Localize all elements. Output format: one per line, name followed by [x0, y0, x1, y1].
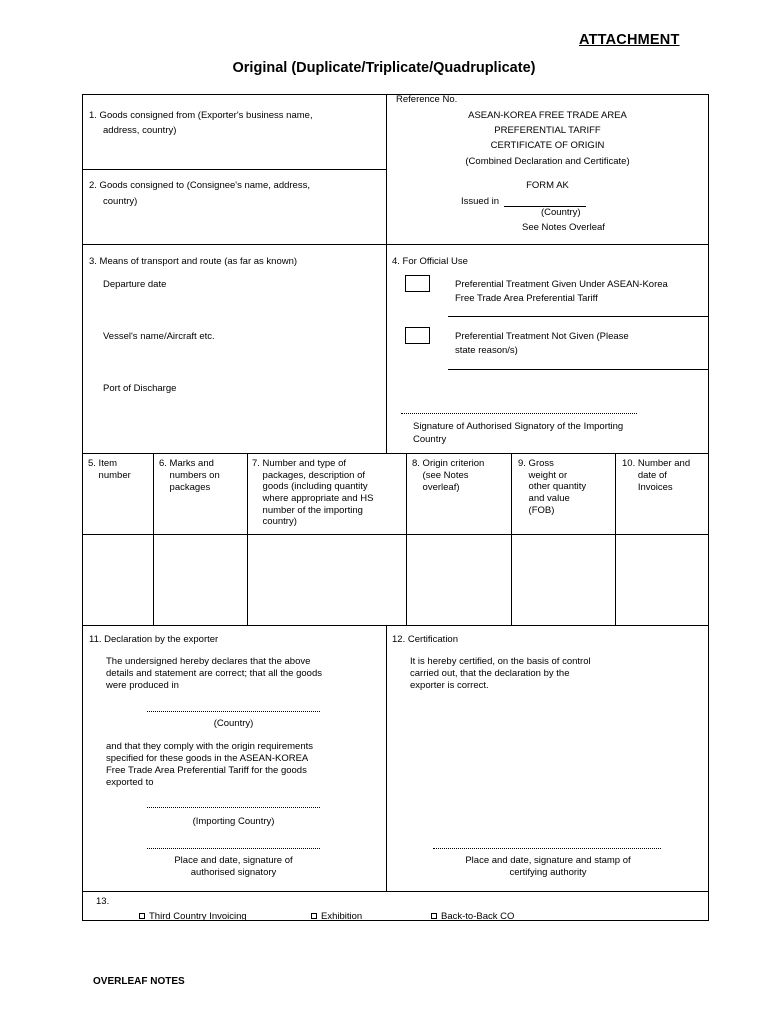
country-line — [147, 711, 320, 712]
exporter-signature-line — [147, 848, 320, 849]
box3-title: 3. Means of transport and route (as far as known) — [89, 256, 298, 267]
divider — [511, 453, 512, 625]
col10-header-cont: date of — [622, 470, 667, 481]
divider — [83, 534, 708, 535]
col10-header-cont: Invoices — [622, 482, 673, 493]
treatment-given-label: Preferential Treatment Given Under ASEAN-Korea — [455, 279, 668, 290]
declaration-text: Free Trade Area Preferential Tariff for the goods — [106, 765, 307, 776]
certificate-heading: CERTIFICATE OF ORIGIN — [490, 140, 605, 151]
col9-header-cont: other quantity — [518, 481, 587, 492]
certification-text: It is hereby certified, on the basis of control — [410, 656, 591, 667]
fta-heading: ASEAN-KOREA FREE TRADE AREA — [468, 110, 627, 121]
col5-header-cont: number — [88, 470, 131, 481]
divider — [83, 625, 708, 626]
col7-header-cont: number of the importing — [252, 505, 363, 516]
declaration-text: details and statement are correct; that all the goods — [106, 668, 322, 679]
box13-number: 13. — [96, 896, 110, 907]
col9-header-cont: weight or — [518, 470, 568, 481]
attachment-label: ATTACHMENT — [579, 32, 680, 48]
box1-label: 1. Goods consigned from (Exporter's business name, — [89, 110, 313, 121]
divider — [406, 453, 407, 625]
form-ak-label: FORM AK — [526, 180, 569, 191]
declaration-text: were produced in — [106, 680, 179, 691]
treatment-not-given-checkbox[interactable] — [405, 327, 430, 344]
box2-label: 2. Goods consigned to (Consignee's name, address, — [89, 180, 310, 191]
treatment-given-label-cont: Free Trade Area Preferential Tariff — [455, 293, 598, 304]
reference-no-label: Reference No. — [396, 94, 458, 105]
box4-title: 4. For Official Use — [392, 256, 468, 267]
checkbox-icon[interactable] — [311, 913, 317, 919]
divider — [615, 453, 616, 625]
country-label: (Country) — [213, 718, 254, 729]
certificate-form — [82, 94, 709, 921]
divider — [83, 244, 708, 245]
treatment-not-given-label-cont: state reason/s) — [455, 345, 518, 356]
checkbox-icon[interactable] — [139, 913, 145, 919]
divider — [247, 453, 248, 625]
col6-header-cont: packages — [159, 482, 211, 493]
col9-header-cont: (FOB) — [518, 505, 555, 516]
exporter-signature-label: Place and date, signature of — [174, 855, 293, 866]
declaration-text: and that they comply with the origin requirements — [106, 741, 313, 752]
exporter-signature-label-cont: authorised signatory — [190, 867, 277, 878]
col6-header: 6. Marks and — [159, 458, 214, 469]
issued-country-label: (Country) — [541, 207, 581, 218]
box11-title: 11. Declaration by the exporter — [89, 634, 219, 645]
back-to-back-co-option[interactable] — [431, 911, 514, 923]
col7-header: 7. Number and type of — [252, 458, 346, 469]
col9-header-cont: and value — [518, 493, 570, 504]
official-signature-line — [401, 413, 637, 414]
col7-header-cont: country) — [252, 516, 297, 527]
checkbox-icon[interactable] — [431, 913, 437, 919]
declaration-text: exported to — [106, 777, 154, 788]
col6-header-cont: numbers on — [159, 470, 220, 481]
divider — [386, 625, 387, 891]
divider — [153, 453, 154, 625]
port-of-discharge-label: Port of Discharge — [103, 383, 177, 394]
col9-header: 9. Gross — [518, 458, 554, 469]
treatment-not-given-label: Preferential Treatment Not Given (Please — [455, 331, 629, 342]
third-country-invoicing-option[interactable] — [139, 911, 247, 923]
col7-header-cont: packages, description of — [252, 470, 366, 481]
divider — [83, 891, 708, 892]
certification-text: carried out, that the declaration by the — [410, 668, 570, 679]
col8-header-cont: (see Notes — [412, 470, 469, 481]
authority-signature-label-cont: certifying authority — [509, 867, 587, 878]
divider — [448, 369, 708, 370]
see-notes-label: See Notes Overleaf — [522, 222, 605, 233]
col10-header: 10. Number and — [622, 458, 691, 469]
col8-header: 8. Origin criterion — [412, 458, 485, 469]
back-to-back-co-label: Back-to-Back CO — [441, 911, 515, 922]
combined-declaration-heading: (Combined Declaration and Certificate) — [465, 156, 630, 167]
declaration-text: The undersigned hereby declares that the above — [106, 656, 311, 667]
declaration-text: specified for these goods in the ASEAN-KOREA — [106, 753, 309, 764]
exhibition-label: Exhibition — [321, 911, 363, 922]
col8-header-cont: overleaf) — [412, 482, 460, 493]
overleaf-notes-heading: OVERLEAF NOTES — [93, 976, 185, 987]
box2-label-cont: country) — [103, 196, 138, 207]
issued-in-label: Issued in — [461, 196, 500, 207]
official-signature-label-cont: Country — [413, 434, 447, 445]
col7-header-cont: where appropriate and HS — [252, 493, 374, 504]
authority-signature-label: Place and date, signature and stamp of — [465, 855, 631, 866]
divider — [83, 169, 386, 170]
importing-country-line — [147, 807, 320, 808]
divider — [448, 316, 708, 317]
treatment-given-checkbox[interactable] — [405, 275, 430, 292]
col7-header-cont: goods (including quantity — [252, 481, 368, 492]
official-signature-label: Signature of Authorised Signatory of the Importing — [413, 421, 624, 432]
departure-date-label: Departure date — [103, 279, 167, 290]
importing-country-label: (Importing Country) — [192, 816, 275, 827]
exhibition-option[interactable] — [311, 911, 362, 923]
certification-text: exporter is correct. — [410, 680, 489, 691]
col5-header: 5. Item — [88, 458, 118, 469]
document-title: Original (Duplicate/Triplicate/Quadruplicate) — [232, 60, 536, 76]
box1-label-cont: address, country) — [103, 125, 177, 136]
divider — [83, 453, 708, 454]
tariff-heading: PREFERENTIAL TARIFF — [494, 125, 601, 136]
third-country-invoicing-label: Third Country Invoicing — [149, 911, 247, 922]
box12-title: 12. Certification — [392, 634, 459, 645]
vessel-name-label: Vessel's name/Aircraft etc. — [103, 331, 215, 342]
authority-signature-line — [433, 848, 661, 849]
